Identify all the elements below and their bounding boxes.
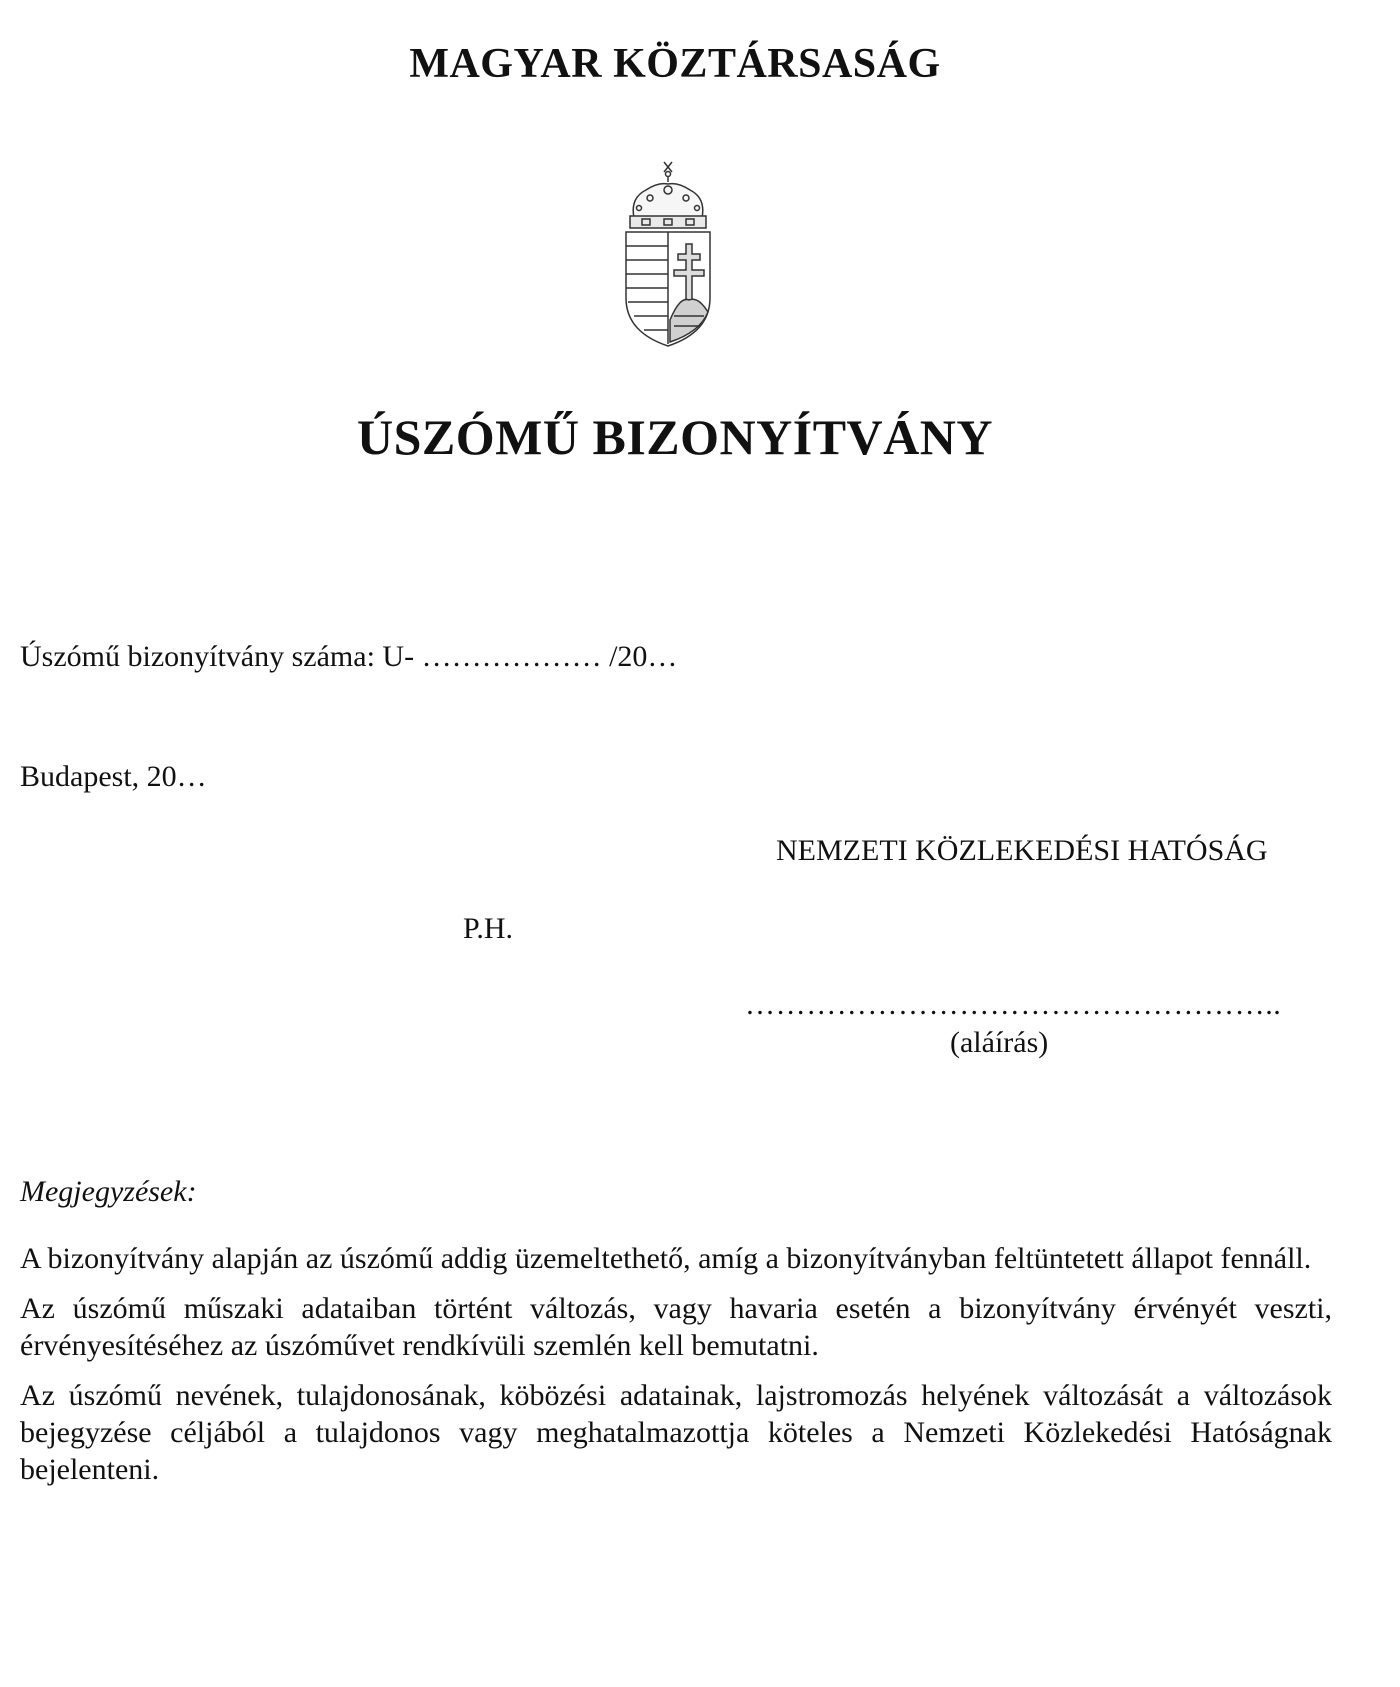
hungarian-coat-of-arms-icon — [620, 160, 720, 350]
note-paragraph: Az úszómű nevének, tulajdonosának, köbözési adatainak, lajstromozás helyének változását a változások bejegyzése céljából a tulajdonos vagy meghatalmazottja köteles a Nemzeti Közlekedési Hatóságnak bejelenteni. — [20, 1379, 1332, 1486]
document-title: ÚSZÓMŰ BIZONYÍTVÁNY — [357, 409, 993, 465]
stamp-placeholder: P.H. — [463, 912, 514, 945]
notes-heading: Megjegyzések: — [20, 1175, 197, 1208]
note-paragraph: A bizonyítvány alapján az úszómű addig üzemeltethető, amíg a bizonyítványban feltüntetett állapot fennáll. — [20, 1242, 1312, 1275]
issuing-authority: NEMZETI KÖZLEKEDÉSI HATÓSÁG — [776, 834, 1268, 867]
signature-line: …………………………………………….. — [745, 988, 1282, 1021]
place-date-line: Budapest, 20… — [20, 760, 207, 793]
note-paragraph: Az úszómű műszaki adataiban történt változás, vagy havaria esetén a bizonyítvány érvényét veszti, érvényesítéséhez az úszóművet rendkívüli szemlén kell bemutatni. — [20, 1292, 1332, 1362]
notes-section — [20, 1240, 1332, 1501]
country-heading: MAGYAR KÖZTÁRSASÁG — [409, 41, 941, 87]
certificate-number-line: Úszómű bizonyítvány száma: U- ……………… /20… — [20, 640, 678, 673]
signature-label: (aláírás) — [950, 1026, 1049, 1059]
